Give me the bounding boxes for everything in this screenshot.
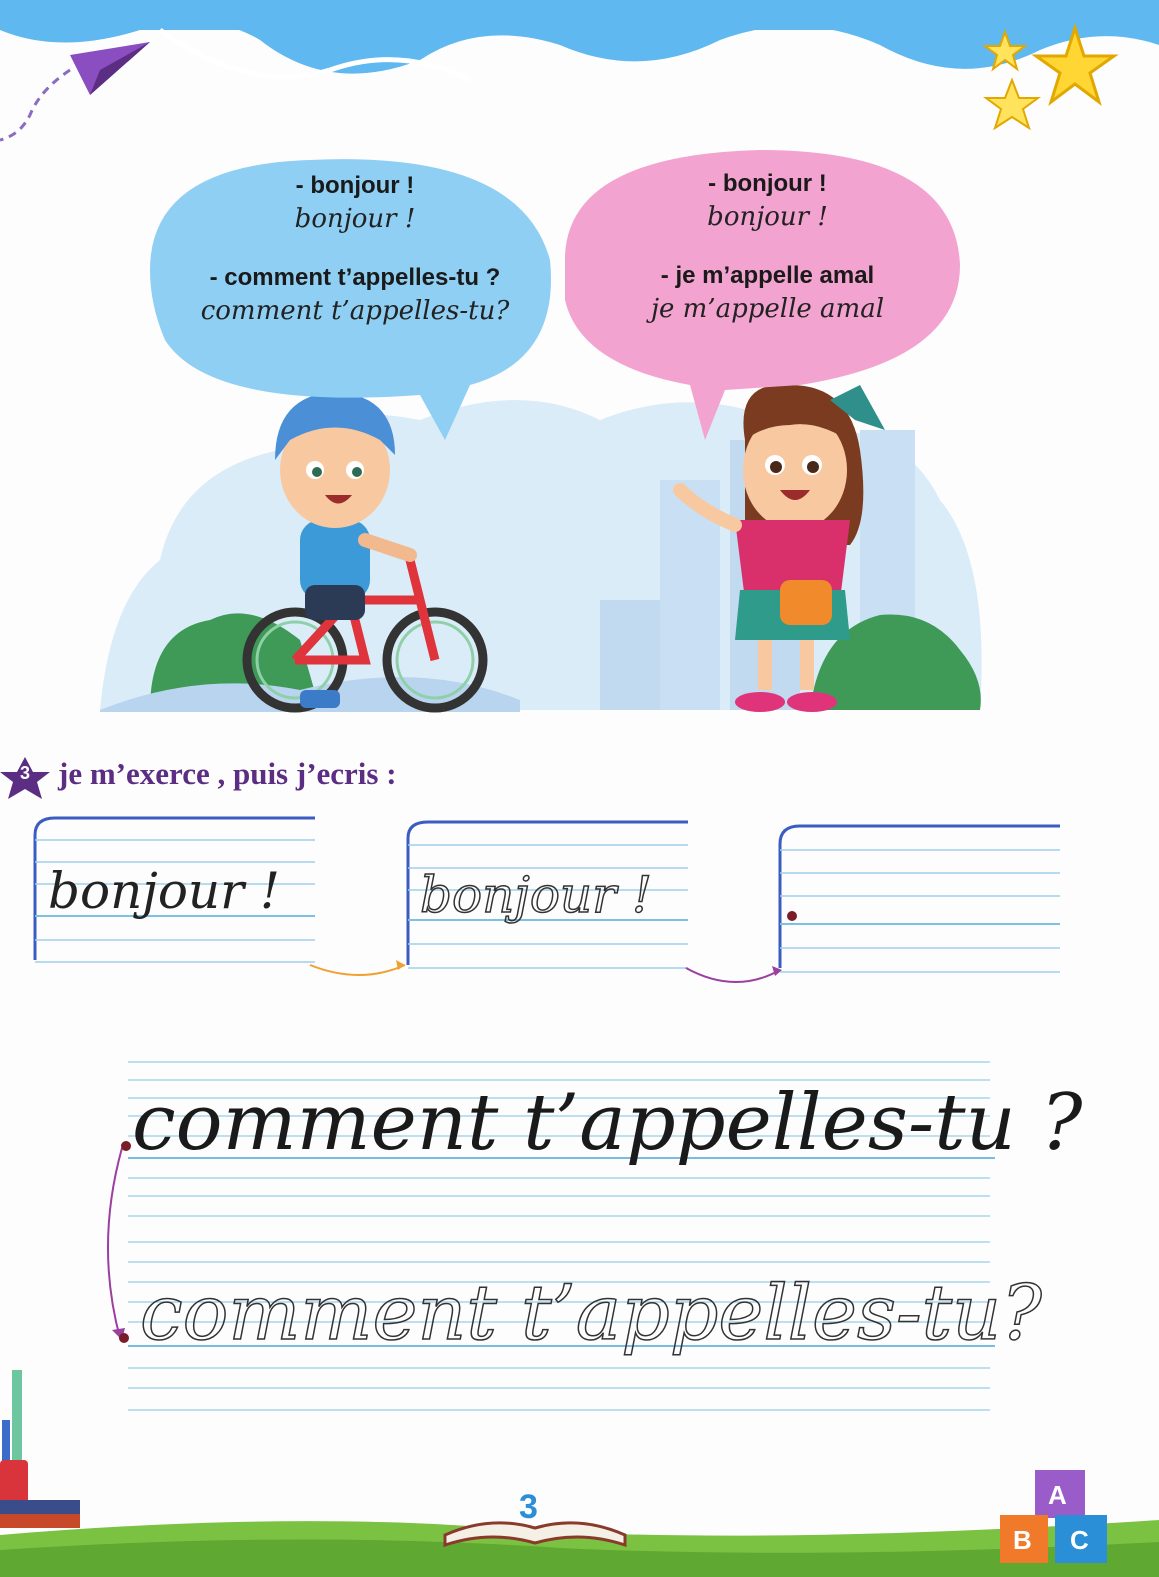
left-question-cursive: comment t’appelles-tu? xyxy=(200,296,510,326)
top-sky-band xyxy=(0,0,1159,80)
box1-model-text: bonjour ! xyxy=(48,862,281,920)
left-bubble-content xyxy=(160,172,550,356)
left-greeting-cursive: bonjour ! xyxy=(294,204,416,234)
scene-illustration xyxy=(100,385,982,712)
cube-letter-c: C xyxy=(1070,1525,1089,1555)
right-answer-print: - je m’appelle amal xyxy=(660,262,875,289)
right-greeting-print: - bonjour ! xyxy=(708,170,827,197)
left-question-print: - comment t’appelles-tu ? xyxy=(209,264,501,291)
box2-dotted-text: bonjour ! xyxy=(420,866,653,924)
line2-dotted-text: comment t’appelles-tu? xyxy=(140,1268,1042,1357)
left-greeting-print: - bonjour ! xyxy=(295,172,415,199)
box-arrows xyxy=(310,960,782,982)
cube-letter-b: B xyxy=(1013,1525,1032,1555)
exercise-number: 3 xyxy=(19,763,30,783)
right-answer-cursive: je m’appelle amal xyxy=(650,294,885,324)
exercise-instruction: je m’exerce , puis j’ecris : xyxy=(58,756,397,791)
pencil-cup-icon xyxy=(0,1370,80,1528)
box3-writing-input[interactable] xyxy=(800,880,1054,922)
right-greeting-cursive: bonjour ! xyxy=(707,202,828,232)
line1-model-text: comment t’appelles-tu ? xyxy=(132,1078,1083,1168)
cube-letter-a: A xyxy=(1048,1480,1067,1510)
paper-plane-icon xyxy=(0,42,150,140)
page-number: 3 xyxy=(519,1488,538,1526)
right-bubble-content xyxy=(575,170,960,354)
